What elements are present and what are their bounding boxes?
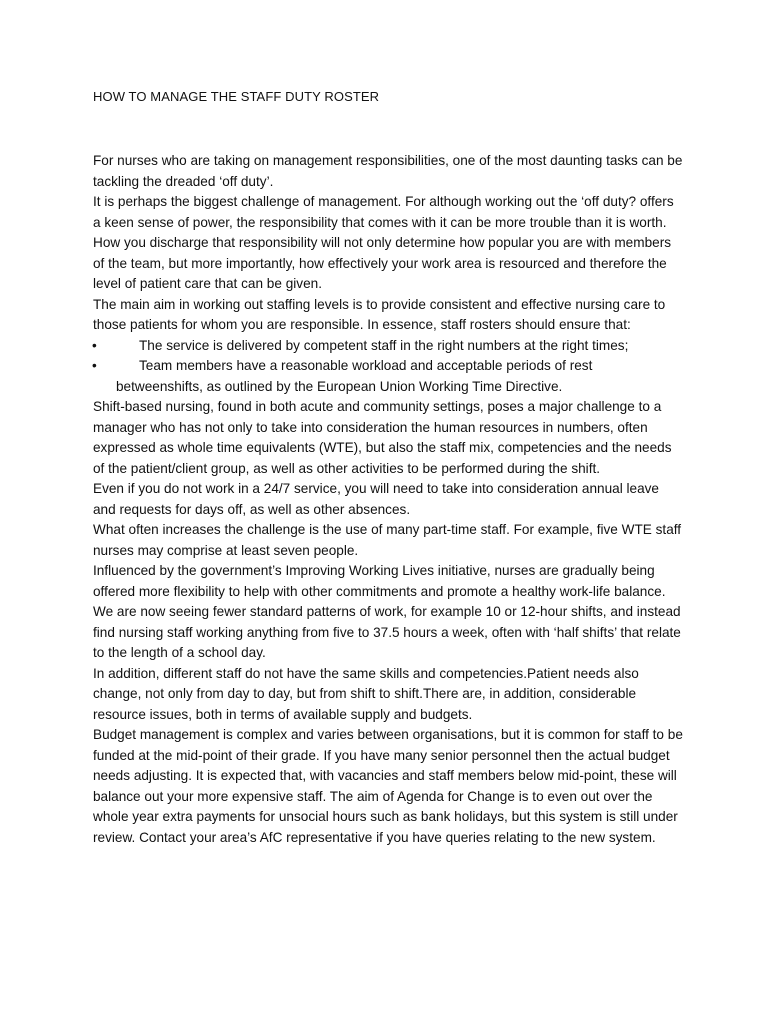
- paragraph: What often increases the challenge is the use of many part-time staff. For example, five WTE staff nurses may comprise at least seven people.: [93, 522, 682, 558]
- bullet-text: Team members have a reasonable workload and acceptable periods of rest: [139, 358, 593, 373]
- paragraph: In addition, different staff do not have the same skills and competencies.Patient needs also change, not only from day to day, but from shift to shift.There are, in addition, considerable resource issues, both in terms of available supply and budgets.: [93, 665, 639, 722]
- paragraph: We are now seeing fewer standard patterns of work, for example 10 or 12-hour shifts, and instead find nursing staff working anything from five to 37.5 hours a week, often with ‘half shifts’ that relate to the length of a school day.: [93, 604, 681, 660]
- paragraph: For nurses who are taking on management responsibilities, one of the most daunting tasks can be tackling the dreaded ‘off duty’.: [93, 153, 683, 189]
- paragraph: It is perhaps the biggest challenge of management. For although working out the ‘off duty? offers a keen sense of power, the responsibility that comes with it can be more trouble than it is worth. How you discharge that responsibility will not only determine how popular you are with members of the team, but more importantly, how effectively your work area is resourced and therefore the level of patient care that can be given.: [93, 194, 674, 291]
- bullet-text: The service is delivered by competent staff in the right numbers at the right times;: [139, 337, 629, 353]
- document-body: [93, 151, 683, 848]
- bullet-icon: •: [92, 358, 97, 373]
- paragraph: Budget management is complex and varies between organisations, but it is common for staff to be funded at the mid-point of their grade. If you have many senior personnel then the actual budget needs adjusting. It is expected that, with vacancies and staff members below mid-point, these will balance out your more expensive staff. The aim of Agenda for Change is to even out over the whole year extra payments for unsocial hours such as bank holidays, but this system is still under review. Contact your area’s AfC representative if you have queries relating to the new system.: [93, 727, 683, 845]
- bullet-text-continuation: betweenshifts, as outlined by the European Union Working Time Directive.: [116, 378, 563, 394]
- paragraph: Shift-based nursing, found in both acute and community settings, poses a major challenge to a manager who has not only to take into consideration the human resources in numbers, often expressed as whole time equivalents (WTE), but also the staff mix, competencies and the needs of the patient/client group, as well as other activities to be performed during the shift.: [93, 399, 672, 476]
- bullet-item: [93, 356, 683, 397]
- paragraph: The main aim in working out staffing levels is to provide consistent and effective nursing care to those patients for whom you are responsible. In essence, staff rosters should ensure that:: [93, 296, 666, 332]
- bullet-icon: •: [92, 337, 97, 353]
- bullet-item: [93, 336, 683, 357]
- paragraph: Even if you do not work in a 24/7 service, you will need to take into consideration annual leave and requests for days off, as well as other absences.: [93, 481, 659, 517]
- bullet-list: [93, 336, 683, 398]
- document-title: HOW TO MANAGE THE STAFF DUTY ROSTER: [93, 89, 380, 104]
- paragraph: Influenced by the government’s Improving Working Lives initiative, nurses are gradually being offered more flexibility to help with other commitments and promote a healthy work-life balance.: [93, 563, 666, 599]
